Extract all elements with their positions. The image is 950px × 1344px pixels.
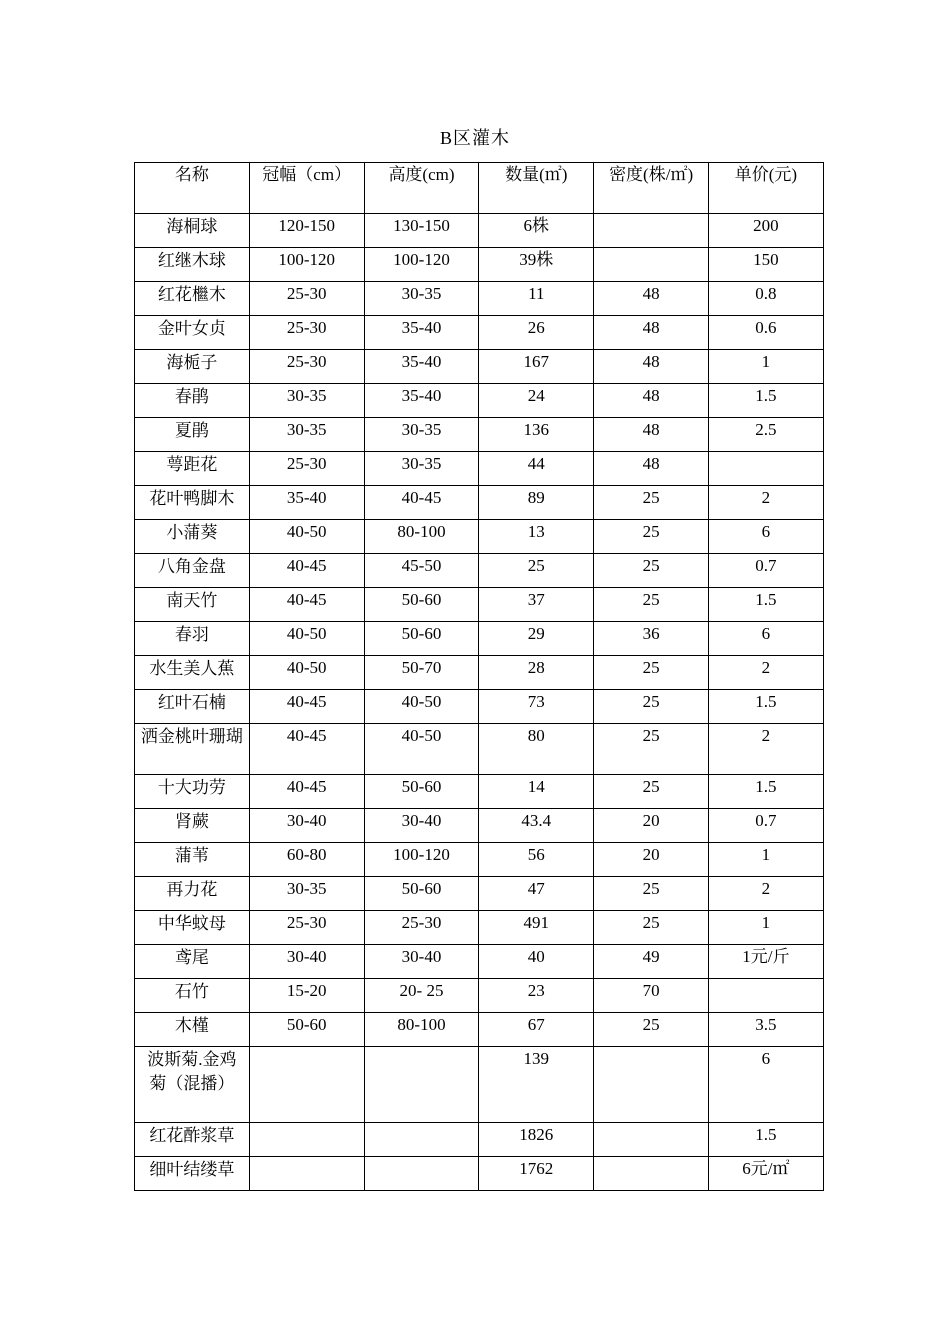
height-cell: 80-100 [364, 1013, 479, 1047]
density-cell: 25 [594, 775, 709, 809]
height-cell: 80-100 [364, 520, 479, 554]
plant-name-cell: 十大功劳 [135, 775, 250, 809]
height-cell: 30-40 [364, 945, 479, 979]
unit-price-cell: 6 [708, 520, 823, 554]
density-cell: 25 [594, 486, 709, 520]
density-cell: 25 [594, 554, 709, 588]
page-title: B区灌木 [439, 128, 510, 148]
unit-price-cell: 1.5 [708, 588, 823, 622]
table-row [135, 945, 824, 979]
quantity-cell: 491 [479, 911, 594, 945]
unit-price-cell: 0.6 [708, 316, 823, 350]
plant-name-cell: 蒲苇 [135, 843, 250, 877]
unit-price-cell: 2 [708, 724, 823, 775]
plant-name-cell: 中华蚊母 [135, 911, 250, 945]
density-cell: 36 [594, 622, 709, 656]
density-cell: 25 [594, 656, 709, 690]
crown-width-cell: 120-150 [249, 214, 364, 248]
unit-price-header: 单价(元) [708, 163, 823, 214]
unit-price-cell: 2 [708, 486, 823, 520]
name-header: 名称 [135, 163, 250, 214]
crown-width-cell: 25-30 [249, 452, 364, 486]
crown-width-cell: 30-40 [249, 945, 364, 979]
crown-width-cell: 40-45 [249, 724, 364, 775]
table-row [135, 520, 824, 554]
height-cell: 30-40 [364, 809, 479, 843]
height-cell: 40-45 [364, 486, 479, 520]
height-cell: 50-60 [364, 622, 479, 656]
shrub-table [134, 162, 824, 1191]
unit-price-cell: 1 [708, 843, 823, 877]
height-cell: 20- 25 [364, 979, 479, 1013]
table-row [135, 350, 824, 384]
density-cell: 25 [594, 588, 709, 622]
unit-price-cell: 6 [708, 1047, 823, 1123]
crown-width-cell: 50-60 [249, 1013, 364, 1047]
unit-price-cell: 6元/㎡ [708, 1157, 823, 1191]
plant-name-cell: 红叶石楠 [135, 690, 250, 724]
plant-name-cell: 春鹃 [135, 384, 250, 418]
density-cell [594, 1047, 709, 1123]
quantity-cell: 14 [479, 775, 594, 809]
unit-price-cell: 2.5 [708, 418, 823, 452]
plant-name-cell: 萼距花 [135, 452, 250, 486]
density-cell: 48 [594, 350, 709, 384]
table-header-row [135, 163, 824, 214]
height-cell: 100-120 [364, 843, 479, 877]
quantity-cell: 40 [479, 945, 594, 979]
height-cell: 50-70 [364, 656, 479, 690]
density-cell: 49 [594, 945, 709, 979]
table-row [135, 1013, 824, 1047]
quantity-cell: 73 [479, 690, 594, 724]
density-cell: 48 [594, 282, 709, 316]
plant-name-cell: 金叶女贞 [135, 316, 250, 350]
crown-width-cell: 40-50 [249, 656, 364, 690]
unit-price-cell: 6 [708, 622, 823, 656]
height-cell: 50-60 [364, 775, 479, 809]
table-row [135, 979, 824, 1013]
crown-width-cell: 100-120 [249, 248, 364, 282]
plant-name-cell: 再力花 [135, 877, 250, 911]
density-cell: 25 [594, 911, 709, 945]
plant-name-cell: 木槿 [135, 1013, 250, 1047]
unit-price-cell: 150 [708, 248, 823, 282]
density-cell: 25 [594, 877, 709, 911]
height-cell: 25-30 [364, 911, 479, 945]
quantity-cell: 1826 [479, 1123, 594, 1157]
height-cell: 35-40 [364, 350, 479, 384]
quantity-cell: 39株 [479, 248, 594, 282]
table-row [135, 1157, 824, 1191]
plant-name-cell: 鸢尾 [135, 945, 250, 979]
unit-price-cell: 3.5 [708, 1013, 823, 1047]
plant-name-cell: 红继木球 [135, 248, 250, 282]
height-cell: 35-40 [364, 384, 479, 418]
quantity-cell: 28 [479, 656, 594, 690]
unit-price-cell: 1元/斤 [708, 945, 823, 979]
table-row [135, 724, 824, 775]
table-row [135, 486, 824, 520]
crown-width-cell: 40-50 [249, 622, 364, 656]
table-row [135, 384, 824, 418]
plant-name-cell: 红花酢浆草 [135, 1123, 250, 1157]
plant-name-cell: 南天竹 [135, 588, 250, 622]
quantity-cell: 47 [479, 877, 594, 911]
quantity-cell: 26 [479, 316, 594, 350]
unit-price-cell: 0.8 [708, 282, 823, 316]
table-row [135, 690, 824, 724]
height-cell: 40-50 [364, 690, 479, 724]
plant-name-cell: 花叶鸭脚木 [135, 486, 250, 520]
height-header: 高度(cm) [364, 163, 479, 214]
crown-width-cell: 40-45 [249, 775, 364, 809]
density-cell: 48 [594, 316, 709, 350]
density-cell [594, 214, 709, 248]
table-row [135, 775, 824, 809]
crown-width-cell [249, 1157, 364, 1191]
crown-width-cell: 30-40 [249, 809, 364, 843]
height-cell: 30-35 [364, 452, 479, 486]
crown-width-cell: 30-35 [249, 877, 364, 911]
plant-name-cell: 海桐球 [135, 214, 250, 248]
unit-price-cell: 1 [708, 350, 823, 384]
unit-price-cell: 1.5 [708, 775, 823, 809]
plant-name-cell: 肾蕨 [135, 809, 250, 843]
table-row [135, 656, 824, 690]
crown-width-cell: 40-45 [249, 554, 364, 588]
unit-price-cell: 0.7 [708, 554, 823, 588]
height-cell: 50-60 [364, 588, 479, 622]
quantity-cell: 139 [479, 1047, 594, 1123]
table-row [135, 877, 824, 911]
height-cell: 130-150 [364, 214, 479, 248]
table-row [135, 809, 824, 843]
crown-width-header: 冠幅（cm） [249, 163, 364, 214]
crown-width-cell: 25-30 [249, 911, 364, 945]
plant-name-cell: 波斯菊.金鸡菊（混播） [135, 1047, 250, 1123]
crown-width-cell [249, 1047, 364, 1123]
height-cell: 40-50 [364, 724, 479, 775]
height-cell: 100-120 [364, 248, 479, 282]
density-cell: 25 [594, 690, 709, 724]
table-row [135, 1047, 824, 1123]
height-cell: 50-60 [364, 877, 479, 911]
plant-name-cell: 洒金桃叶珊瑚 [135, 724, 250, 775]
plant-name-cell: 夏鹃 [135, 418, 250, 452]
crown-width-cell: 25-30 [249, 282, 364, 316]
plant-name-cell: 石竹 [135, 979, 250, 1013]
crown-width-cell: 15-20 [249, 979, 364, 1013]
density-cell: 20 [594, 843, 709, 877]
table-row [135, 214, 824, 248]
height-cell [364, 1123, 479, 1157]
unit-price-cell: 1.5 [708, 690, 823, 724]
density-cell [594, 1157, 709, 1191]
table-row [135, 316, 824, 350]
quantity-cell: 6株 [479, 214, 594, 248]
quantity-cell: 67 [479, 1013, 594, 1047]
crown-width-cell: 40-50 [249, 520, 364, 554]
crown-width-cell: 30-35 [249, 384, 364, 418]
unit-price-cell: 2 [708, 656, 823, 690]
crown-width-cell [249, 1123, 364, 1157]
height-cell: 30-35 [364, 418, 479, 452]
quantity-cell: 13 [479, 520, 594, 554]
quantity-cell: 24 [479, 384, 594, 418]
quantity-cell: 29 [479, 622, 594, 656]
quantity-cell: 43.4 [479, 809, 594, 843]
unit-price-cell: 0.7 [708, 809, 823, 843]
quantity-cell: 37 [479, 588, 594, 622]
quantity-cell: 11 [479, 282, 594, 316]
quantity-cell: 56 [479, 843, 594, 877]
table-row [135, 622, 824, 656]
plant-name-cell: 海栀子 [135, 350, 250, 384]
density-cell: 20 [594, 809, 709, 843]
unit-price-cell [708, 452, 823, 486]
height-cell [364, 1047, 479, 1123]
quantity-cell: 44 [479, 452, 594, 486]
density-header: 密度(株/㎡) [594, 163, 709, 214]
table-row [135, 418, 824, 452]
table-row [135, 588, 824, 622]
quantity-cell: 136 [479, 418, 594, 452]
table-row [135, 554, 824, 588]
quantity-header: 数量(㎡) [479, 163, 594, 214]
density-cell: 25 [594, 724, 709, 775]
height-cell [364, 1157, 479, 1191]
unit-price-cell: 200 [708, 214, 823, 248]
plant-name-cell: 春羽 [135, 622, 250, 656]
height-cell: 35-40 [364, 316, 479, 350]
quantity-cell: 80 [479, 724, 594, 775]
unit-price-cell: 1 [708, 911, 823, 945]
quantity-cell: 23 [479, 979, 594, 1013]
unit-price-cell: 1.5 [708, 384, 823, 418]
height-cell: 30-35 [364, 282, 479, 316]
unit-price-cell [708, 979, 823, 1013]
crown-width-cell: 40-45 [249, 588, 364, 622]
table-row [135, 248, 824, 282]
crown-width-cell: 30-35 [249, 418, 364, 452]
density-cell: 25 [594, 1013, 709, 1047]
quantity-cell: 89 [479, 486, 594, 520]
table-row [135, 282, 824, 316]
density-cell: 25 [594, 520, 709, 554]
density-cell: 48 [594, 418, 709, 452]
table-row [135, 1123, 824, 1157]
plant-name-cell: 细叶结缕草 [135, 1157, 250, 1191]
crown-width-cell: 25-30 [249, 316, 364, 350]
plant-name-cell: 水生美人蕉 [135, 656, 250, 690]
plant-name-cell: 八角金盘 [135, 554, 250, 588]
density-cell: 70 [594, 979, 709, 1013]
height-cell: 45-50 [364, 554, 479, 588]
quantity-cell: 167 [479, 350, 594, 384]
density-cell: 48 [594, 452, 709, 486]
density-cell [594, 1123, 709, 1157]
crown-width-cell: 25-30 [249, 350, 364, 384]
crown-width-cell: 40-45 [249, 690, 364, 724]
crown-width-cell: 35-40 [249, 486, 364, 520]
density-cell: 48 [594, 384, 709, 418]
table-row [135, 452, 824, 486]
quantity-cell: 25 [479, 554, 594, 588]
plant-name-cell: 小蒲葵 [135, 520, 250, 554]
unit-price-cell: 1.5 [708, 1123, 823, 1157]
unit-price-cell: 2 [708, 877, 823, 911]
plant-name-cell: 红花檵木 [135, 282, 250, 316]
crown-width-cell: 60-80 [249, 843, 364, 877]
quantity-cell: 1762 [479, 1157, 594, 1191]
density-cell [594, 248, 709, 282]
table-row [135, 843, 824, 877]
table-row [135, 911, 824, 945]
